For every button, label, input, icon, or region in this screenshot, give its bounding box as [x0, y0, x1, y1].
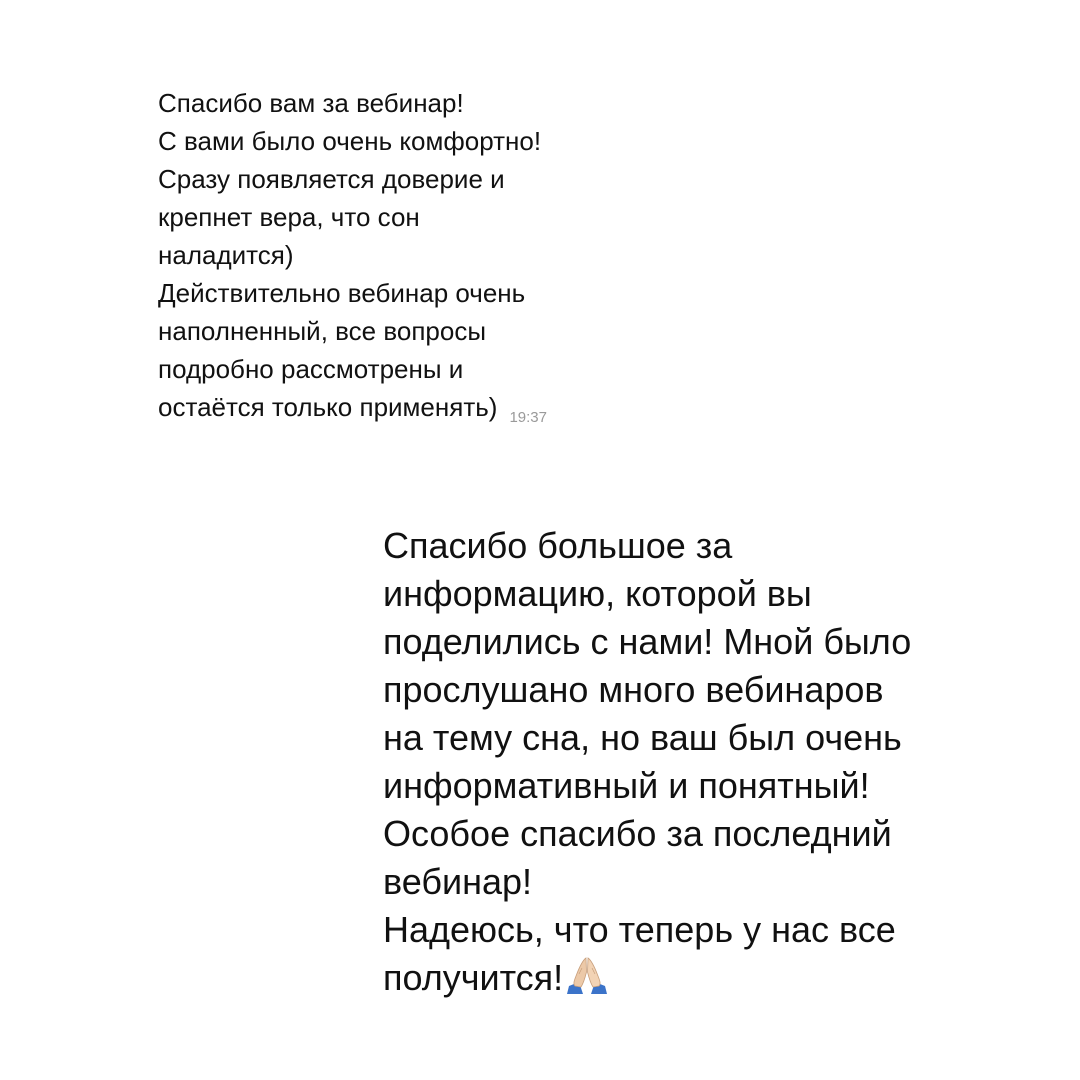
message-line: наладится): [158, 240, 294, 270]
message-line: С вами было очень комфортно!: [158, 126, 542, 156]
message-line: Особое спасибо за последний: [383, 813, 892, 854]
message-line: Спасибо большое за: [383, 525, 733, 566]
message-line: поделились с нами! Мной было: [383, 621, 912, 662]
message-line: Спасибо вам за вебинар!: [158, 88, 464, 118]
message-text: получится!: [383, 957, 564, 998]
message-line-last: [158, 388, 608, 437]
message-line: Сразу появляется доверие и: [158, 164, 505, 194]
message-bubble-1: [158, 84, 608, 437]
message-line: крепнет вера, что сон: [158, 202, 420, 232]
message-line: наполненный, все вопросы: [158, 316, 487, 346]
message-line: информативный и понятный!: [383, 765, 870, 806]
message-line: Надеюсь, что теперь у нас все: [383, 909, 896, 950]
message-line: вебинар!: [383, 861, 532, 902]
message-line: подробно рассмотрены и: [158, 354, 464, 384]
message-bubble-2: [383, 522, 1003, 1002]
message-line: информацию, которой вы: [383, 573, 812, 614]
message-timestamp: 19:37: [509, 409, 547, 426]
message-line: Действительно вебинар очень: [158, 278, 526, 308]
message-line-last: [383, 954, 1003, 1002]
message-line: прослушано много вебинаров: [383, 669, 884, 710]
message-line: на тему сна, но ваш был очень: [383, 717, 902, 758]
message-text: остаётся только применять): [158, 392, 498, 422]
folded-hands-icon: [565, 956, 609, 996]
